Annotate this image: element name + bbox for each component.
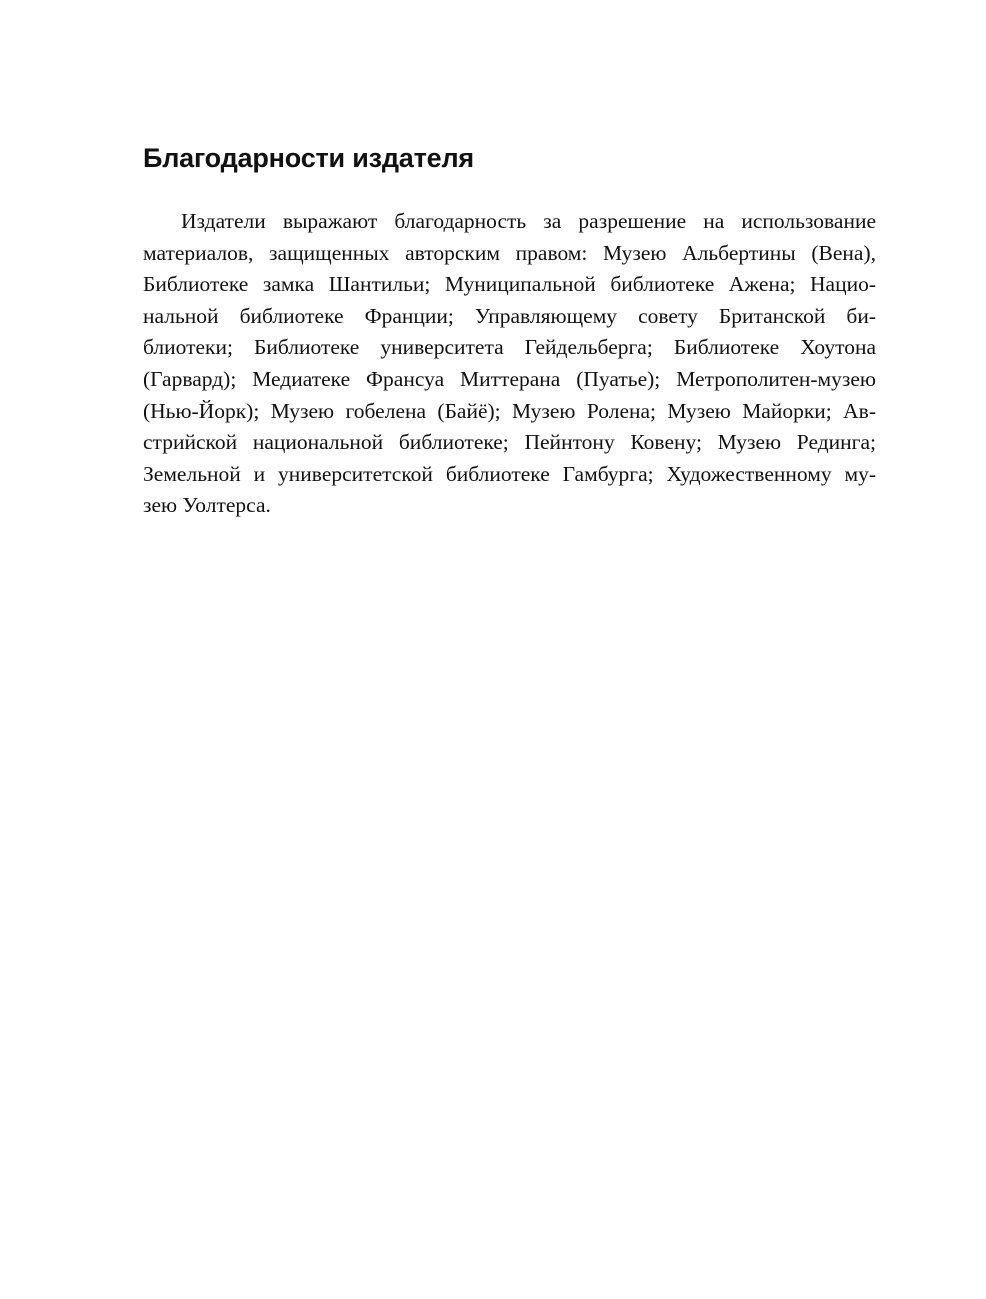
paragraph-line: Земельной и университетской библиотеке Гамбурга; Художественному му- [143, 461, 876, 486]
paragraph-line: стрийской национальной библиотеке; Пейнтону Ковену; Музею Рединга; [143, 430, 876, 455]
acknowledgements-paragraph [143, 206, 876, 522]
page-title: Благодарности издателя [143, 143, 474, 173]
paragraph-line: (Нью-Йорк); Музею гобелена (Байё); Музею Ролена; Музею Майорки; Ав- [143, 398, 876, 423]
paragraph-line: зею Уолтерса. [143, 493, 271, 518]
paragraph-line: нальной библиотеке Франции; Управляющему совету Британской би- [143, 303, 876, 328]
paragraph-line: Издатели выражают благодарность за разрешение на использование [181, 209, 876, 233]
paragraph-line: Библиотеке замка Шантильи; Муниципальной библиотеке Ажена; Нацио- [143, 272, 876, 297]
paragraph-line: материалов, защищенных авторским правом: Музею Альбертины (Вена), [143, 240, 876, 265]
paragraph-line: блиотеки; Библиотеке университета Гейдельберга; Библиотеке Хоутона [143, 335, 876, 360]
paragraph-line: (Гарвард); Медиатеке Франсуа Миттерана (Пуатье); Метрополитен-музею [143, 366, 876, 391]
